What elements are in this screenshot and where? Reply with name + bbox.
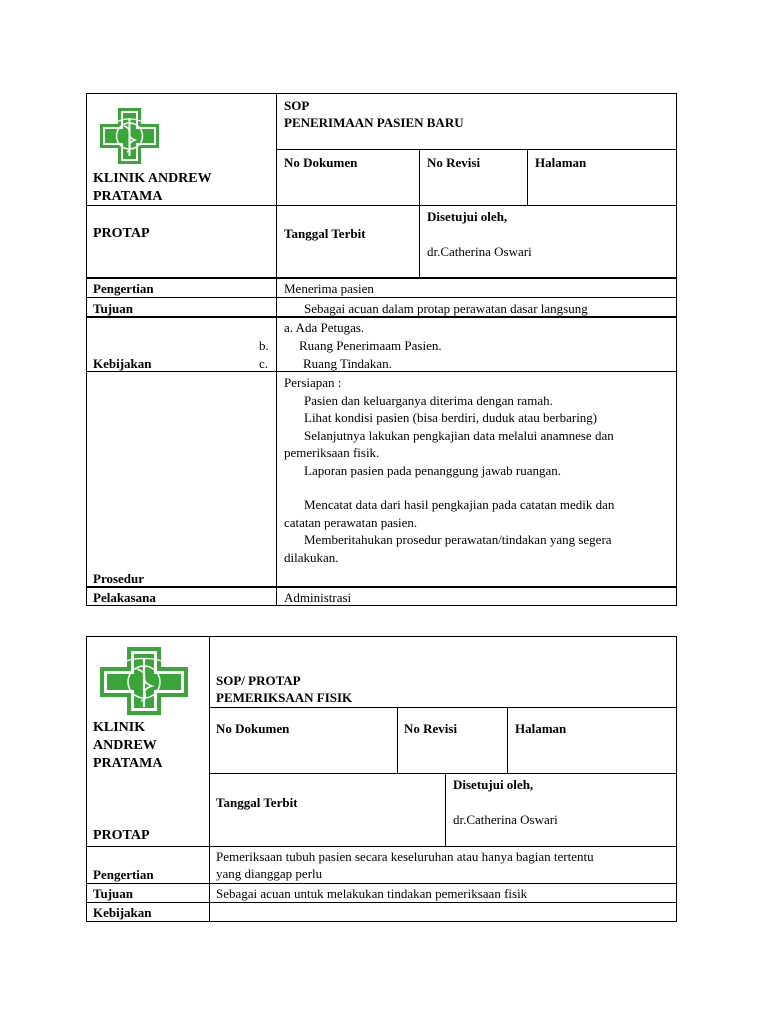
halaman-label: Halaman [515,721,567,736]
prosedur-item: Pasien dan keluarganya diterima dengan ramah. [304,392,553,408]
pengertian-line2: yang dianggap perlu [216,866,323,881]
sop-document-penerimaan-pasien [86,93,677,606]
document-title: PEMERIKSAAN FISIK [216,690,353,705]
pelaksana-value: Administrasi [284,590,352,605]
no-dokumen-label: No Dokumen [216,721,290,736]
tujuan-value: Sebagai acuan untuk melakukan tindakan pemeriksaan fisik [216,886,528,901]
prosedur-heading: Persiapan : [284,375,342,390]
prosedur-item: Laporan pasien pada penanggung jawab ruangan. [304,462,562,478]
protap-label: PROTAP [93,226,150,241]
kebijakan-marker-b: b. [259,338,269,353]
pengertian-line1: Pemeriksaan tubuh pasien secara keseluruhan atau hanya bagian tertentu [216,849,594,864]
sop-label: SOP [284,98,310,113]
no-revisi-label: No Revisi [427,155,481,170]
clinic-name-line1: KLINIK ANDREW [93,171,212,186]
kebijakan-label: Kebijakan [93,356,152,371]
prosedur-content [284,374,674,566]
prosedur-item: Lihat kondisi pasien (bisa berdiri, duduk atau berbaring) [304,410,598,425]
clinic-logo-icon [97,645,191,717]
sop-document-pemeriksaan-fisik [86,636,677,922]
sop-label: SOP/ PROTAP [216,673,301,688]
protap-label: PROTAP [93,828,150,843]
approver-name: dr.Catherina Oswari [453,812,558,827]
document-title: PENERIMAAN PASIEN BARU [284,115,464,130]
halaman-label: Halaman [535,155,587,170]
tujuan-label: Tujuan [93,301,133,316]
disetujui-oleh-label: Disetujui oleh, [427,209,508,224]
prosedur-label: Prosedur [93,571,145,586]
approver-name: dr.Catherina Oswari [427,244,532,259]
pengertian-label: Pengertian [93,867,154,882]
clinic-name [93,719,208,773]
pelaksana-label: Pelakasana [93,590,156,605]
kebijakan-item-b: Ruang Penerimaam Pasien. [299,338,442,353]
prosedur-item: Selanjutnya lakukan pengkajian data melalui anamnese dan [304,427,614,443]
prosedur-item-cont: catatan perawatan pasien. [284,514,418,530]
kebijakan-marker-c: c. [259,356,269,371]
clinic-name-line1: KLINIK [93,720,146,735]
prosedur-item: Memberitahukan prosedur perawatan/tindakan yang segera [304,532,612,547]
prosedur-item-cont: pemeriksaan fisik. [284,445,380,460]
pengertian-label: Pengertian [93,281,154,296]
pengertian-value [216,848,676,882]
prosedur-item-cont: dilakukan. [284,549,339,565]
kebijakan-item-c: Ruang Tindakan. [303,356,392,371]
clinic-logo-icon [97,106,162,166]
disetujui-oleh-label: Disetujui oleh, [453,777,534,792]
tujuan-label: Tujuan [93,886,133,901]
no-revisi-label: No Revisi [404,721,458,736]
clinic-name-line2: PRATAMA [93,189,163,204]
clinic-name-line2: ANDREW [93,738,157,753]
tanggal-terbit-label: Tanggal Terbit [284,226,366,241]
kebijakan-label: Kebijakan [93,905,152,920]
kebijakan-item-a: a. Ada Petugas. [284,320,365,335]
tujuan-value: Sebagai acuan dalam protap perawatan dasar langsung [304,301,588,316]
no-dokumen-label: No Dokumen [284,155,358,170]
clinic-name [93,170,273,206]
tanggal-terbit-label: Tanggal Terbit [216,795,298,810]
pengertian-value: Menerima pasien [284,281,374,296]
prosedur-item: Mencatat data dari hasil pengkajian pada catatan medik dan [304,497,615,512]
clinic-name-line3: PRATAMA [93,756,163,771]
